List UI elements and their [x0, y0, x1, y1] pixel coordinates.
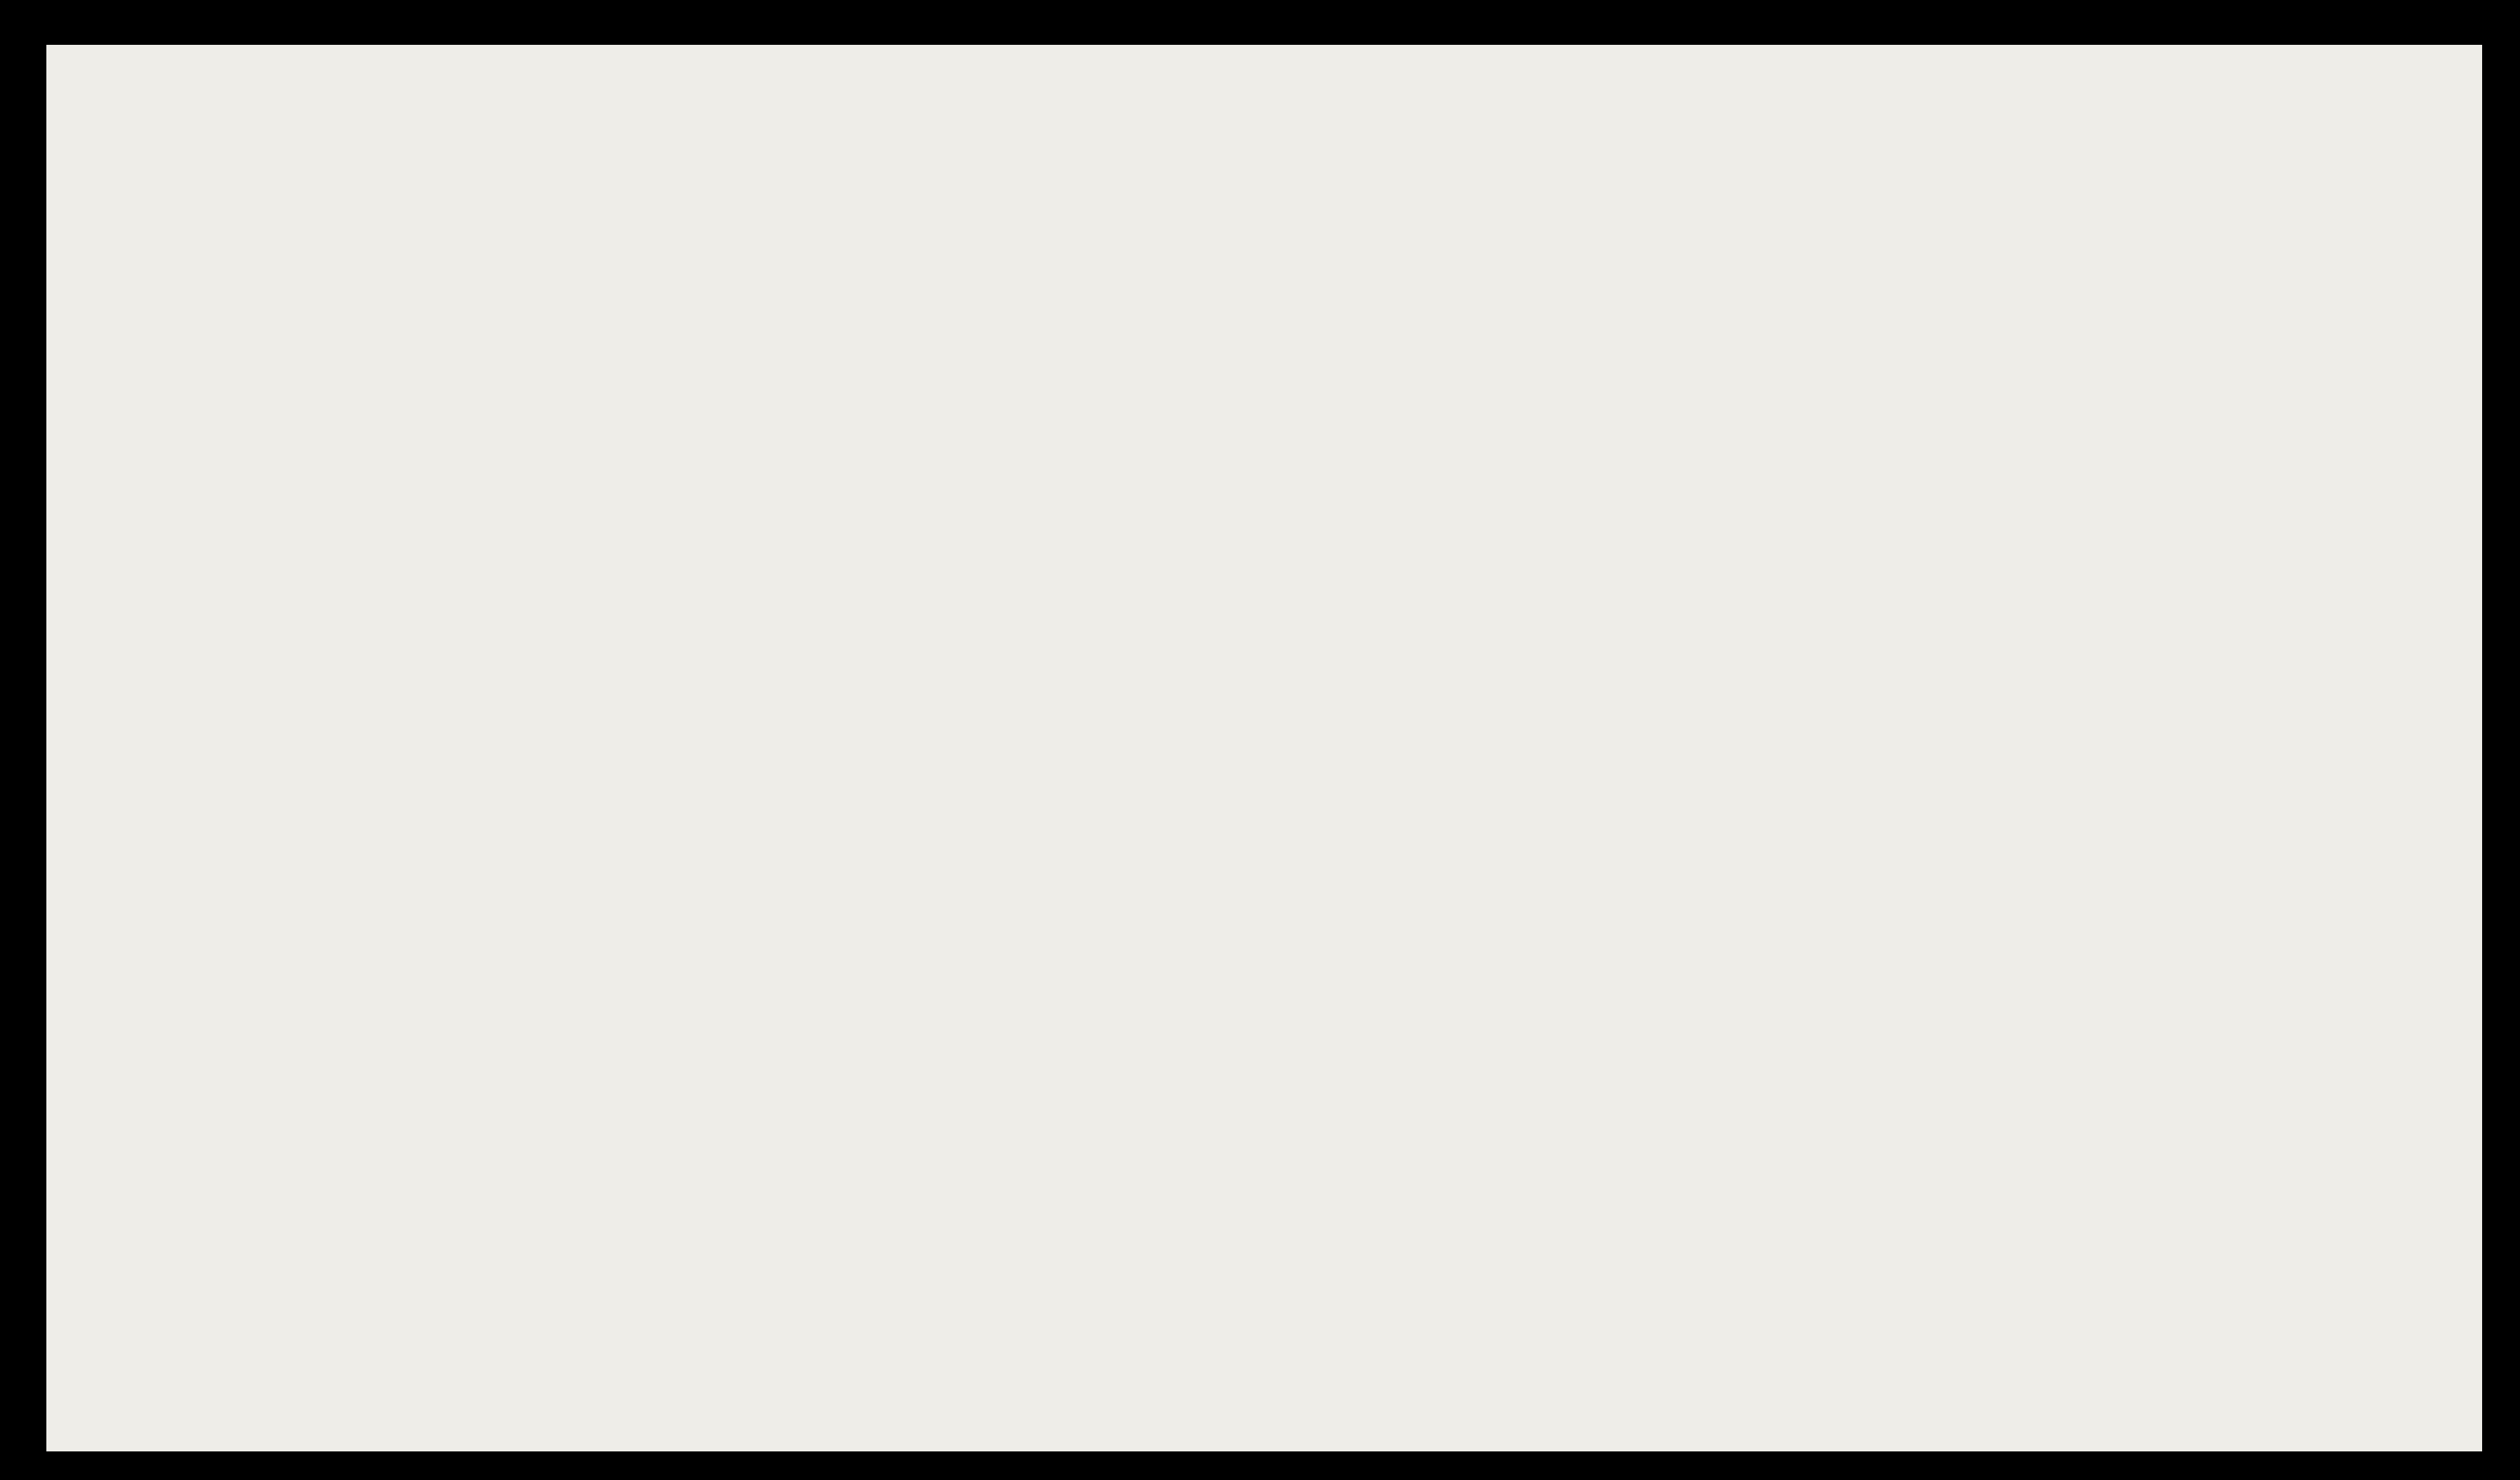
paper — [46, 45, 2482, 1451]
